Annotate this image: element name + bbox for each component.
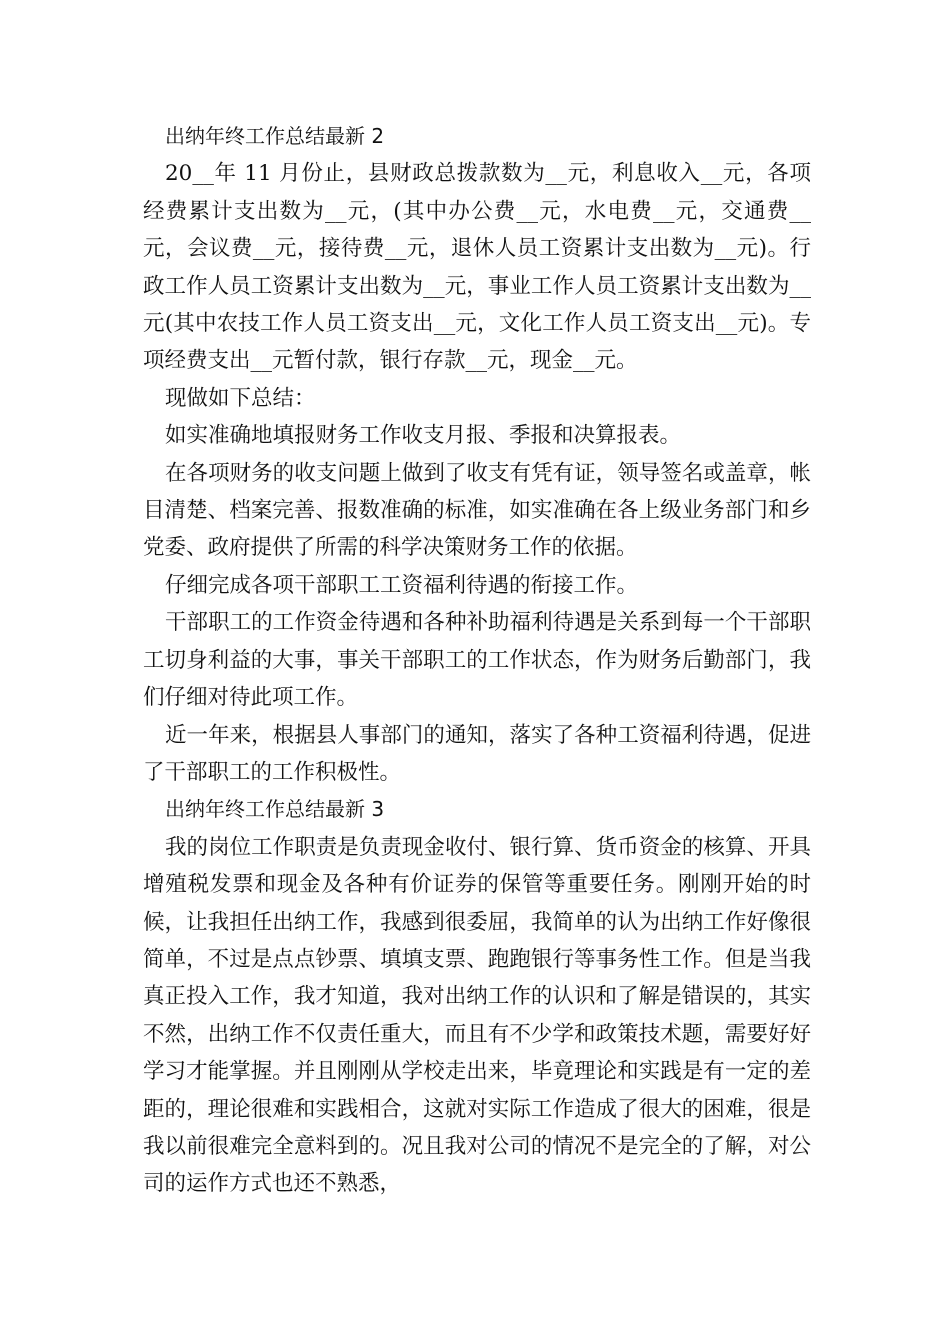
body-paragraph: 我的岗位工作职责是负责现金收付、银行算、货币资金的核算、开具增殖税发票和现金及各种有价证券的保管等重要任务。刚刚开始的时候，让我担任出纳工作，我感到很委屈，我简单的认为出纳工作好像很简单，不过是点点钞票、填填支票、跑跑银行等事务性工作。但是当我真正投入工作，我才知道，我对出纳工作的认识和了解是错误的，其实不然，出纳工作不仅责任重大，而且有不少学和政策技术题，需要好好学习才能掌握。并且刚刚从学校走出来，毕竟理论和实践是有一定的差距的，理论很难和实践相合，这就对实际工作造成了很大的困难，很是我以前很难完全意料到的。况且我对公司的情况不是完全的了解，对公司的运作方式也还不熟悉， [143, 834, 811, 1197]
body-paragraph: 如实准确地填报财务工作收支月报、季报和决算报表。 [165, 423, 682, 449]
body-paragraph: 现做如下总结： [165, 385, 316, 411]
section-heading: 出纳年终工作总结最新 3 [165, 797, 385, 822]
body-paragraph: 干部职工的工作资金待遇和各种补助福利待遇是关系到每一个干部职工切身利益的大事，事关干部职工的工作状态，作为财务后勤部门，我们仔细对待此项工作。 [143, 610, 811, 711]
body-paragraph: 仔细完成各项干部职工工资福利待遇的衔接工作。 [165, 572, 639, 598]
body-paragraph: 近一年来，根据县人事部门的通知，落实了各种工资福利待遇，促进了干部职工的工作积极性。 [143, 722, 811, 785]
body-paragraph: 在各项财务的收支问题上做到了收支有凭有证，领导签名或盖章，帐目清楚、档案完善、报数准确的标准，如实准确在各上级业务部门和乡党委、政府提供了所需的科学决策财务工作的依据。 [143, 460, 811, 561]
document-page [143, 118, 811, 1203]
body-paragraph: 20__年 11 月份止，县财政总拨款数为__元，利息收入__元，各项经费累计支出数为__元，(其中办公费__元，水电费__元，交通费__元，会议费__元，接待费__元，退休人员工资累计支出数为__元)。行政工作人员工资累计支出数为__元，事业工作人员工资累计支出数为__元(其中农技工作人员工资支出__元，文化工作人员工资支出__元)。专项经费支出__元暂付款，银行存款__元，现金__元。 [143, 161, 811, 374]
section-heading: 出纳年终工作总结最新 2 [165, 124, 385, 148]
